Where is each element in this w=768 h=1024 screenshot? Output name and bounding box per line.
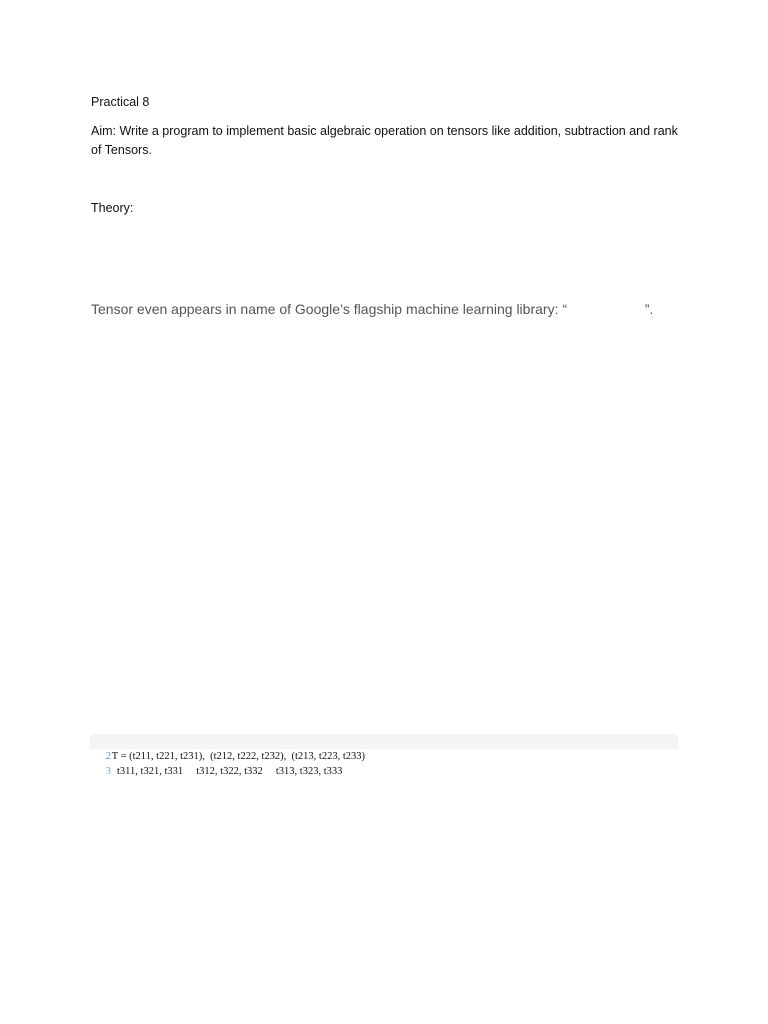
code-line-current	[90, 734, 678, 762]
tensor-code-block	[90, 719, 678, 777]
code-line-text: T = (t211, t221, t231), (t212, t222, t232), (t213, t223, t233)	[111, 751, 365, 762]
code-line	[90, 719, 678, 734]
line-number: 3	[105, 766, 111, 777]
line-number: 2	[105, 751, 111, 762]
tensor-note-paragraph: Tensor even appears in name of Google’s flagship machine learning library: “ ”.	[91, 301, 654, 317]
aim-paragraph: Aim: Write a program to implement basic algebraic operation on tensors like addition, subtraction and rank of Tensors.	[91, 124, 678, 157]
theory-heading: Theory:	[91, 201, 134, 215]
code-line-text: t311, t321, t331 t312, t322, t332 t313, t323, t333	[111, 766, 343, 777]
code-line	[90, 749, 678, 777]
practical-title: Practical 8	[91, 95, 150, 109]
